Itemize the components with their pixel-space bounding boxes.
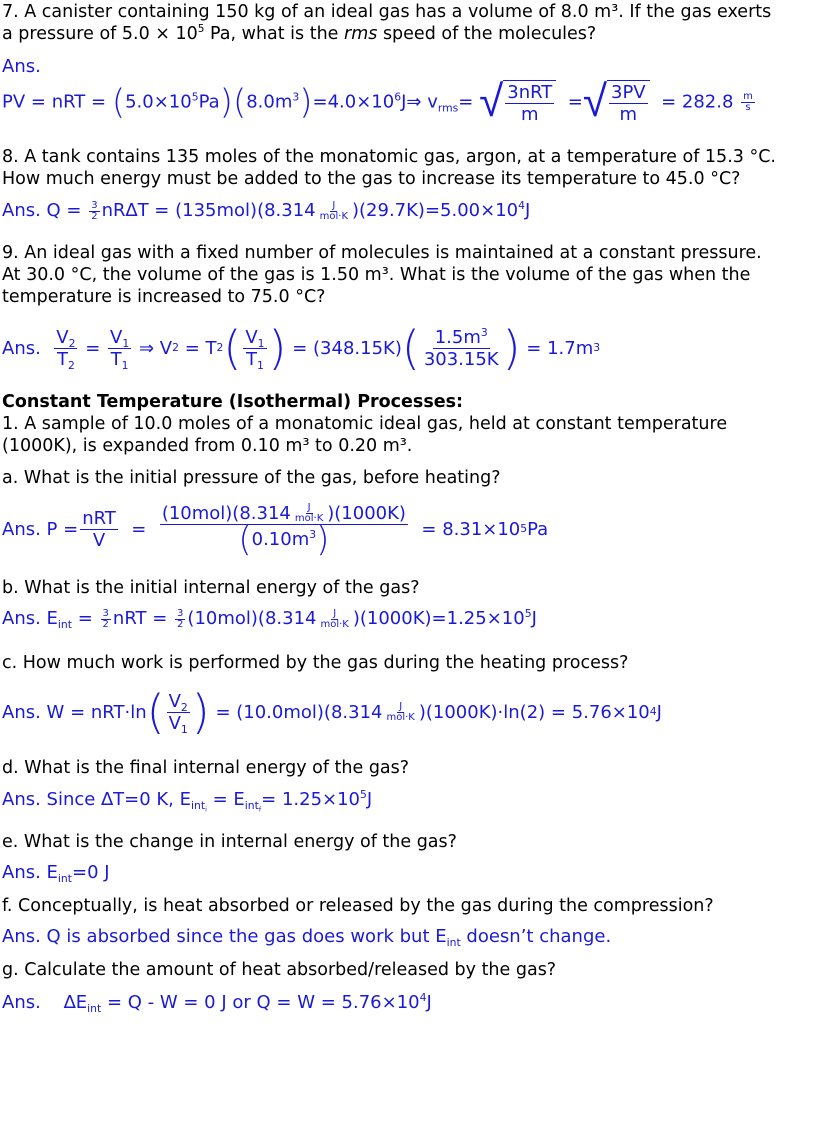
qg-question: g. Calculate the amount of heat absorbed/released by the gas? [2,960,557,980]
q8-line2: How much energy must be added to the gas to increase its temperature to 45.0 °C? [2,169,741,189]
qb-question: b. What is the initial internal energy of the gas? [2,578,420,598]
q7-line2: a pressure of $5.0 \times 10^5$ Pa, what is the rms speed of the molecules? [2,23,597,44]
qc-question: c. How much work is performed by the gas during the heating process? [2,653,629,673]
qe-answer: Ans. $E_{int}=0$ J [2,862,110,885]
qe-question: e. What is the change in internal energy of the gas? [2,832,457,852]
qd-answer: Ans. Since ∆T=0 K, $E_{int_i} = E_{int_f}= 1.25\times 10^5J$ [2,787,373,814]
qf-answer: Ans. Q is absorbed since the gas does work but $E_{int}$ doesn’t change. [2,926,612,949]
section-intro-1: 1. A sample of 10.0 moles of a monatomic ideal gas, held at constant temperature [2,414,728,434]
q8-answer: Ans. Q = $\frac{3}{2}$ nR∆T = (135mol)(8.314 $\frac{J}{\text{mol·K}}$ )$(29.7K)=5.00\times 10^4J$ [2,198,531,222]
qg-answer: Ans. $\Delta E_{int} = Q - W = 0$ J or $Q = W = 5.76\times 10^4J$ [2,990,432,1015]
section-intro-2: (1000K), is expanded from 0.10 m³ to 0.20 m³. [2,436,413,456]
q9-line2: At 30.0 °C, the volume of the gas is 1.50 m³. What is the volume of the gas when the [2,265,751,285]
q7-equation: PV = nRT = $(5.0\times 10^5Pa)(8.0m^3)=4.0\times 10^6J\Rightarrow$ $v_{rms}=$ √ $\frac{\text{3nRT}}{m}$ = √ $\frac{3PV}{m}$ = 282.8 $\frac{m}{s}$ [2,76,753,127]
qa-question: a. What is the initial pressure of the gas, before heating? [2,468,501,488]
q7-line1: 7. A canister containing 150 kg of an ideal gas has a volume of 8.0 m³. If the gas exerts [2,2,772,22]
q9-line3: temperature is increased to 75.0 °C? [2,287,326,307]
qc-answer: Ans. W = nRT·ln ( $\frac{V_2}{V_1}$ ) = (10.0mol)(8.314 $\frac{J}{\text{mol·K}}$ )(1000K)·ln(2) = 5.76×10 4 J [2,685,662,739]
q8-line1: 8. A tank contains 135 moles of the monatomic gas, argon, at a temperature of 15.3 °C. [2,147,776,167]
qf-question: f. Conceptually, is heat absorbed or released by the gas during the compression? [2,896,714,916]
q9-line1: 9. An ideal gas with a fixed number of molecules is maintained at a constant pressure. [2,243,762,263]
q9-answer: Ans. $\frac{V_2}{T_2}$ = $\frac{V_1}{T_1}$ ⇒ V 2 = T 2 ( $\frac{V_1}{T_1}$ ) = (348.15K) ( $\frac{1.5m^3}{303.15K}$ ) = 1.7m 3 [2,321,601,375]
qa-answer: Ans. P = $\frac{\text{nRT}}{V}$ = (10mol)(8.314 $\frac{J}{\text{mol·K}}$ )(1000K) $(0.10m^3)$ = 8.31×10 5 Pa [2,502,549,561]
section-heading: Constant Temperature (Isothermal) Processes: [2,392,464,412]
qd-question: d. What is the final internal energy of the gas? [2,758,410,778]
q7-ans-label: Ans. [2,56,41,77]
qb-answer: Ans. $E_{int}$ = $\frac{3}{2}$ nRT = $\frac{3}{2}$ (10mol)(8.314 $\frac{J}{\text{mol·K}}$ )$(1000K)=1.25\times 10^5J$ [2,606,537,631]
